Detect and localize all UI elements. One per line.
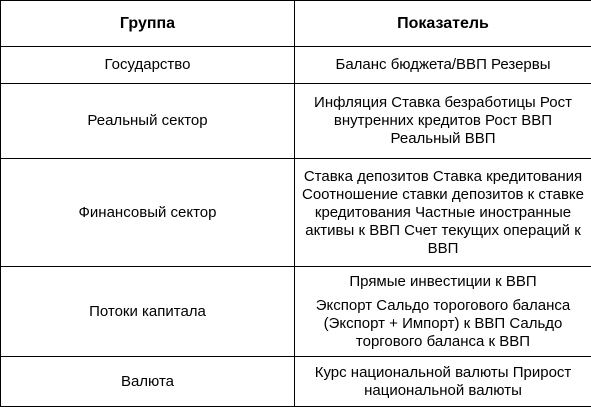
table-row [1, 84, 591, 159]
indicator-cell [295, 84, 591, 159]
indicator-cell [295, 159, 591, 267]
column-header-indicator: Показатель [295, 1, 591, 47]
indicator-text: Прямые инвестиции к ВВП [301, 273, 585, 291]
table-row [1, 47, 591, 84]
table-row [1, 159, 591, 267]
indicator-text: Баланс бюджета/ВВП Резервы [301, 56, 585, 74]
indicator-text: Ставка депозитов Ставка кредитования Соотношение ставки депозитов к ставке кредитования Частные иностранные активы к ВВП Счет текущих операций к ВВП [301, 168, 585, 258]
indicator-cell [295, 267, 591, 357]
indicator-text: Экспорт Сальдо торогового баланса (Экспорт + Импорт) к ВВП Сальдо торгового баланса к ВВП [301, 297, 585, 351]
indicator-cell [295, 357, 591, 407]
group-cell: Государство [1, 47, 295, 84]
column-header-group: Группа [1, 1, 295, 47]
table-header-row [1, 1, 591, 47]
group-cell: Потоки капитала [1, 267, 295, 357]
indicator-text: Курс национальной валюты Прирост национальной валюты [301, 364, 585, 400]
indicator-cell [295, 47, 591, 84]
group-cell: Реальный сектор [1, 84, 295, 159]
group-cell: Финансовый сектор [1, 159, 295, 267]
indicator-text: Инфляция Ставка безработицы Рост внутренних кредитов Рост ВВП Реальный ВВП [301, 94, 585, 148]
table-row [1, 267, 591, 357]
table-row [1, 357, 591, 407]
group-cell: Валюта [1, 357, 295, 407]
